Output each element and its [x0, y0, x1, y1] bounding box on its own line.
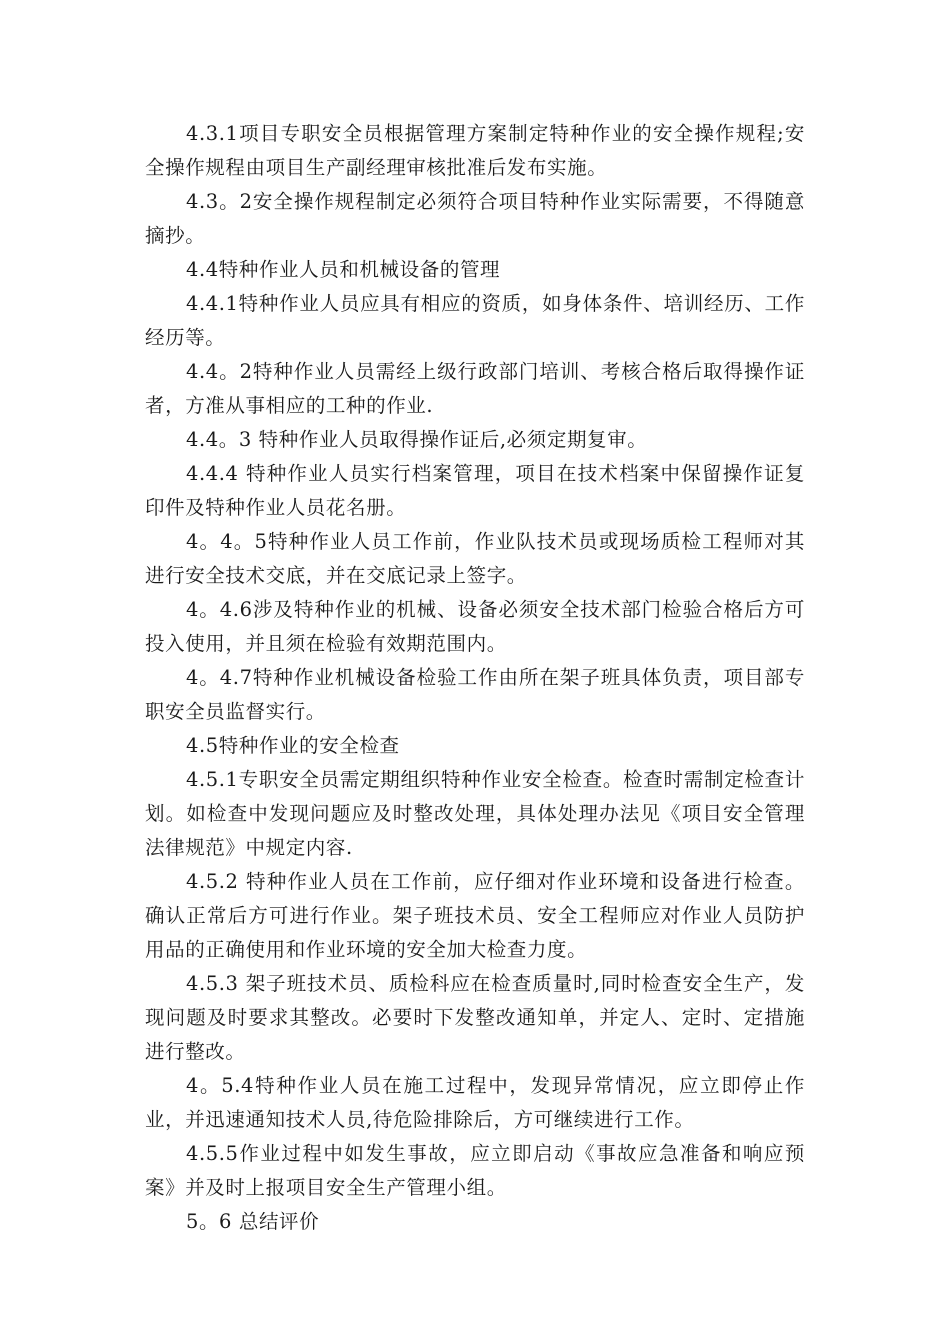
paragraph-4-4-5: 4。4。5特种作业人员工作前，作业队技术员或现场质检工程师对其进行安全技术交底，并在交底记录上签字。	[145, 530, 805, 587]
section-heading-4-4: 4.4特种作业人员和机械设备的管理	[185, 258, 501, 281]
document-body	[145, 117, 805, 1239]
section-heading-5-6: 5。6 总结评价	[185, 1210, 320, 1233]
section-heading-4-5: 4.5特种作业的安全检查	[185, 734, 400, 757]
paragraph-4-5-3: 4.5.3 架子班技术员、质检科应在检查质量时,同时检查安全生产，发现问题及时要求其整改。必要时下发整改通知单，并定人、定时、定措施进行整改。	[145, 972, 805, 1063]
paragraph-4-4-2: 4.4。2特种作业人员需经上级行政部门培训、考核合格后取得操作证者，方准从事相应的工种的作业.	[145, 360, 805, 417]
paragraph-4-3-2: 4.3。2安全操作规程制定必须符合项目特种作业实际需要，不得随意摘抄。	[145, 190, 805, 247]
paragraph-4-3-1: 4.3.1项目专职安全员根据管理方案制定特种作业的安全操作规程;安全操作规程由项目生产副经理审核批准后发布实施。	[145, 122, 805, 179]
paragraph-4-5-5: 4.5.5作业过程中如发生事故，应立即启动《事故应急准备和响应预案》并及时上报项目安全生产管理小组。	[145, 1142, 805, 1199]
paragraph-4-4-6: 4。4.6涉及特种作业的机械、设备必须安全技术部门检验合格后方可投入使用，并且须在检验有效期范围内。	[145, 598, 805, 655]
paragraph-4-4-7: 4。4.7特种作业机械设备检验工作由所在架子班具体负责，项目部专职安全员监督实行。	[145, 666, 805, 723]
paragraph-4-4-3: 4.4。3 特种作业人员取得操作证后,必须定期复审。	[185, 428, 648, 451]
paragraph-4-4-4: 4.4.4 特种作业人员实行档案管理，项目在技术档案中保留操作证复印件及特种作业人员花名册。	[145, 462, 805, 519]
paragraph-4-5-2: 4.5.2 特种作业人员在工作前，应仔细对作业环境和设备进行检查。确认正常后方可进行作业。架子班技术员、安全工程师应对作业人员防护用品的正确使用和作业环境的安全加大检查力度。	[145, 870, 805, 961]
paragraph-4-5-4: 4。5.4特种作业人员在施工过程中，发现异常情况，应立即停止作业，并迅速通知技术人员,待危险排除后，方可继续进行工作。	[145, 1074, 805, 1131]
paragraph-4-4-1: 4.4.1特种作业人员应具有相应的资质，如身体条件、培训经历、工作经历等。	[145, 292, 805, 349]
paragraph-4-5-1: 4.5.1专职安全员需定期组织特种作业安全检查。检查时需制定检查计划。如检查中发现问题应及时整改处理，具体处理办法见《项目安全管理法律规范》中规定内容.	[145, 768, 805, 859]
